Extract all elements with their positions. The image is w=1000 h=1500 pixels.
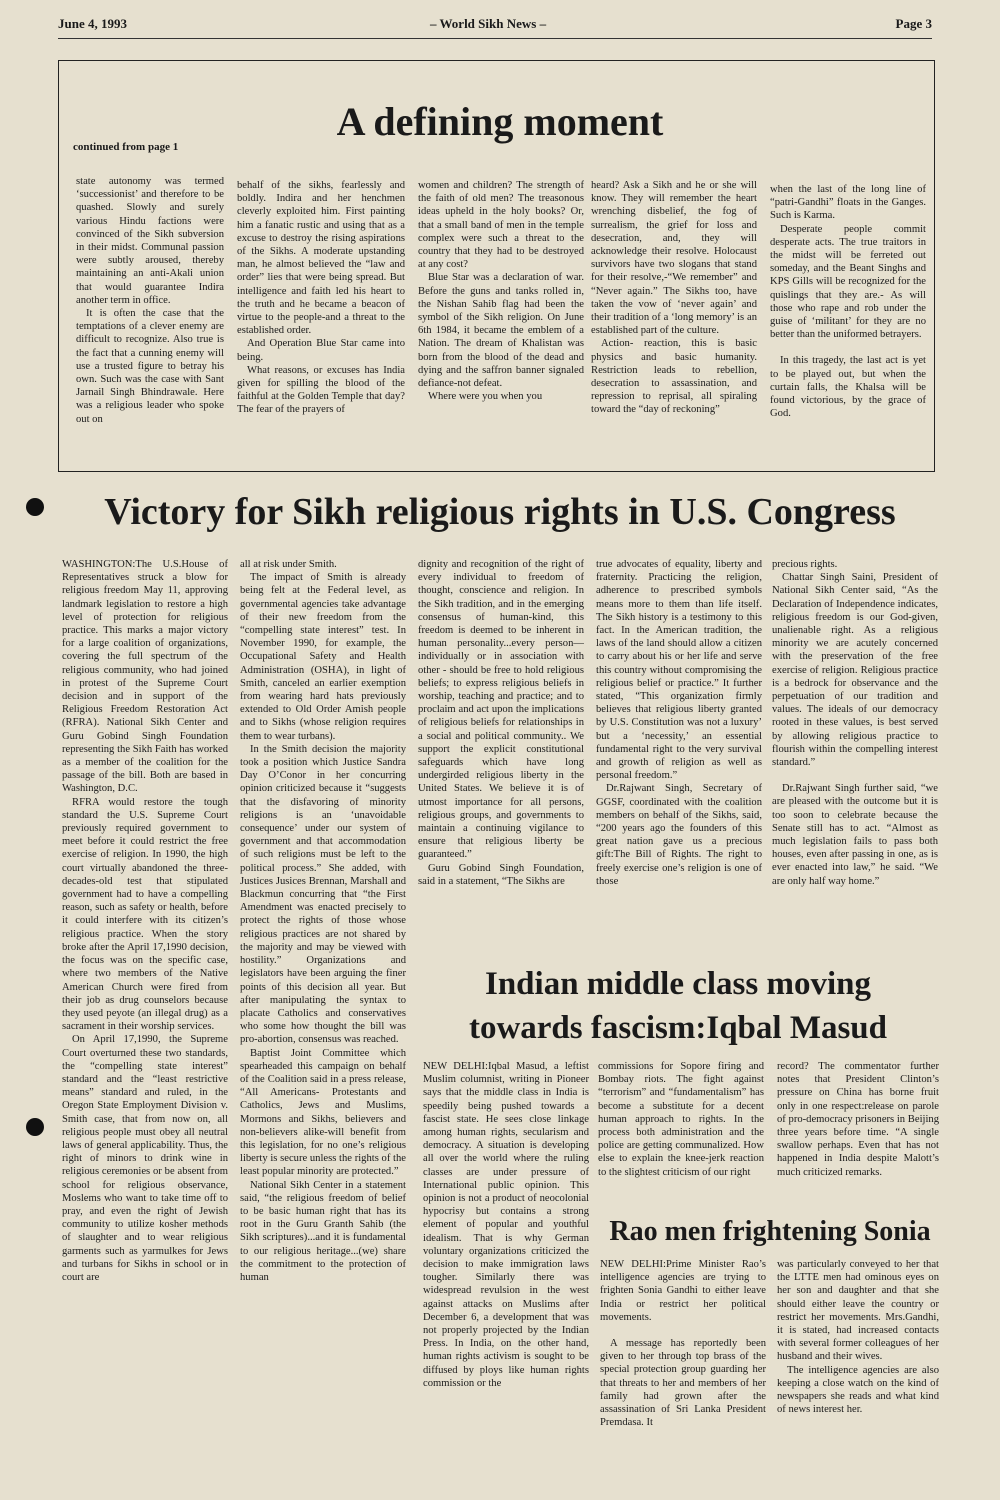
headline-victory-sikh-rights: Victory for Sikh religious rights in U.S. Congress	[104, 491, 896, 533]
headline-defining-moment: A defining moment	[336, 99, 664, 144]
art3-col-3	[777, 1060, 939, 1210]
paragraph: Where were you when you	[428, 391, 543, 403]
paragraph: And Operation Blue Star came into being.	[237, 338, 405, 363]
paragraph-spacer	[600, 1324, 766, 1337]
art4-col-2	[777, 1258, 939, 1463]
paragraph: state autonomy was termed ‘successionist’ and therefore to be quashed. Slowly and surely various Hindu factions were convinced of the Sikh subversion in their midst. Communal passion were subtly aroused, thereby maintaining an anti-Akali union that would guarantee Indira another term in office.	[76, 176, 224, 306]
paragraph: heard? Ask a Sikh and he or she will know. They will remember the heart wrenching disbelief, the fog of surrealism, the grief for loss and desecration, and, they will acknowledge their resolve. Holocaust survivors have two slogans that stand for their resolve,-“We remember” and “Never again.” The Sikhs too, have taken the vow of ‘never again’ and their tradition of a ‘long memory’ is an established part of the culture.	[591, 180, 757, 337]
art2-col-3	[418, 558, 584, 956]
page-number: Page 3	[895, 16, 932, 31]
paragraph: dignity and recognition of the right of every individual to freedom of thought, conscience and religion. In the Sikh tradition, and in the emerging consensus of human-kind, this freedom is deemed to be inherent in human personality...every person—individually or in association with other - should be free to hold religious beliefs; to express religious beliefs in worship, teaching and practice; and to proclaim and act upon the implications of religious beliefs for relationships in a social and political community.. We support the explicit constitutional safeguards which have long undergirded religious liberty in the United States. We believe it is of utmost importance for all persons, religious groups, and governments to maintain a continuing vigilance to ensure that religious liberty be guaranteed.”	[418, 559, 584, 861]
paragraph: behalf of the sikhs, fearlessly and boldly. Indira and her henchmen cleverly exploited him. First painting him a fanatic rustic and using that as a excuse to destroy the rising aspirations of the Sikhs. A moderate upstanding man, he almost believed the “law and order” lies that were being spread. But intelligence and faith led his heart to the truth and he became a beacon of virtue to the people-and a threat to the established order.	[237, 180, 405, 337]
art3-col-1	[423, 1060, 589, 1460]
paragraph: In this tragedy, the last act is yet to be played out, but when the curtain falls, the Khalsa will be found victorious, by the grace of God.	[770, 355, 926, 420]
paragraph: RFRA would restore the tough standard the U.S. Supreme Court previously required government to meet before it could restrict the free exercise of religion. In 1990, the high court virtually abandoned the three-decades-old test that stipulated government had to have a compelling reason, such as safety or health, before it could interfere with its citizen’s religious practice. When the story broke after the April 17,1990 decision, the focus was on the specific case, where two members of the Native American Church were fired from their job as drug counselors because they used peyote (an illegal drug) as a sacrament in their worship services.	[62, 796, 228, 1033]
art2-col-1	[62, 558, 228, 1463]
paragraph: Desperate people commit desperate acts. The true traitors in the midst will be ferreted out someday, and the Beant Singhs and KPS Gills will be recognized for the quislings that they are.- As will those who rape and rob under the guise of ‘militant’ for they are no better than the uniformed betrayers.	[770, 223, 926, 341]
paragraph: was particularly conveyed to her that the LTTE men had ominous eyes on her son and daughter and that she should either leave the country or restrict her movements. Mrs.Gandhi, it is stated, had increased contacts with several former colleagues of her husband and their wives.	[777, 1259, 939, 1363]
paragraph: precious rights.	[772, 559, 838, 570]
paragraph: commissions for Sopore firing and Bombay riots. The fight against “terrorism” and “fundamentalism” has become a substitute for a decent human approach to rights. In the process both administration and the police are getting communalized. How else to explain the knee-jerk reaction to the slightest criticism of our right	[598, 1061, 764, 1178]
paragraph: The intelligence agencies are also keeping a close watch on the kind of newspapers she reads and what kind of news interest her.	[777, 1364, 939, 1416]
paragraph: record? The commentator further notes that President Clinton’s pressure on China has borne fruit only in one respect:release on parole of pro-democracy prisoners in Beijing three years before time. “A single swallow perhaps. Even that has not happened in India despite Malott’s much criticized remarks.	[777, 1061, 939, 1178]
art2-col-4	[596, 558, 762, 956]
paragraph: true advocates of equality, liberty and fraternity. Practicing the religion, adherence to prescribed symbols means more to them than life itself. The Sikh history is a testimony to this fact. In the American tradition, the laws of the land should allow a citizen to carry about his or her life and serve this country without compromising the religious belief or practice.” It further stated, “This organization firmly believes that religious liberty granted by U.S. Constitution was not a luxury’ but a ‘necessity,’ an essential fundamental right to the very survival and growth of religion as well as personal freedom.”	[596, 559, 762, 782]
paragraph: women and children? The strength of the faith of old men? The treasonous ideas upheld in the holy books? Or, that a small band of men in the temple complex were such a threat to the country that they had to be destroyed at any cost?	[418, 180, 584, 271]
headline-line-2: towards fascism:Iqbal Masud	[468, 1010, 888, 1046]
art2-col-2	[240, 558, 406, 1463]
art1-col-1	[76, 175, 224, 463]
binder-hole	[26, 1118, 44, 1136]
art1-col-5	[770, 183, 926, 463]
binder-hole	[26, 498, 44, 516]
newspaper-name: – World Sikh News –	[430, 16, 547, 31]
paragraph: Blue Star was a declaration of war. Before the guns and tanks rolled in, the Nishan Sahib flag had been the symbol of the Sikh religion. On June 6th 1984, it became the emblem of a Nation. The dream of Khalistan was born from the blood of the dead and dying and the saffron banner signaled defiance-not defeat.	[418, 272, 584, 390]
paragraph: Baptist Joint Committee which spearheaded this campaign on behalf of the Coalition said in a press release, “All Americans- Protestants and Catholics, Jews and Muslims, Mormons and Sikhs, believers and non-believers alike-will benefit from this legislation, for no one’s religious liberty is secure unless the rights of the least popular minority are protected.”	[240, 1047, 406, 1178]
paragraph: National Sikh Center in a statement said, “the religious freedom of belief to be basic human right that has its root in the Guru Granth Sahib (the Sikh scriptures)...and it is fundamental to our religious heritage...(we) share the commitment to the protection of human	[240, 1179, 406, 1283]
art1-col-2	[237, 179, 405, 463]
header-rule	[58, 38, 932, 39]
paragraph: Action- reaction, this is basic physics and basic humanity. Restriction leads to rebellion, desecration to assassination, and repression to reprisal, all spiraling toward the “day of reckoning”	[591, 338, 757, 416]
paragraph: Dr.Rajwant Singh further said, “we are pleased with the outcome but it is too soon to celebrate because the Senate still has to act. “Almost as much legislation fails to pass both houses, even after passing in one, as is ever enacted into law,” he said. “We are only half way home.”	[772, 783, 938, 887]
paragraph: A message has reportedly been given to her through top brass of the special protection group guarding her that threats to her and members of her family had grown after the assassination of Sri Lanka President Premdasa. It	[600, 1338, 766, 1429]
paragraph: It is often the case that the temptations of a clever enemy are difficult to recognize. Also true is the fact that a cunning enemy will use a trusted figure to betray his own. Such was the case with Sant Jarnail Singh Bhindrawale. Here was a religious leader who spoke out on	[76, 308, 224, 425]
art1-col-3	[418, 179, 584, 463]
headline-line-1: Indian middle class moving	[484, 966, 871, 1002]
continued-note: continued from page 1	[73, 141, 179, 153]
art2-col-5	[772, 558, 938, 956]
paragraph: NEW DELHI:Prime Minister Rao’s intelligence agencies are trying to frighten Sonia Gandhi to either leave India or restrict her political movements.	[600, 1259, 766, 1323]
art1-col-4	[591, 179, 757, 463]
paragraph-spacer	[770, 341, 926, 354]
art4-col-1	[600, 1258, 766, 1463]
headline-indian-middle-class	[418, 962, 938, 1050]
issue-date: June 4, 1993	[58, 16, 127, 31]
paragraph: Guru Gobind Singh Foundation, said in a statement, “The Sikhs are	[418, 862, 584, 887]
paragraph: What reasons, or excuses has India given for spilling the blood of the faithful at the Golden Temple that day? The fear of the prayers of	[237, 364, 405, 416]
paragraph: On April 17,1990, the Supreme Court overturned these two standards, the “compelling state interest” standard and the “least restrictive means” standard and ruled, in the Oregon State Employment Division v. Smith case, that from now on, all religious people must obey all neutral laws of general applicability. Thus, the right of minors to drink wine in religious ceremonies or be absent from school for religious observance, Moslems who want to take time off to pray, and even the right of Jewish community to utilize kosher methods of slaughter and to wear religious garments such as yarmulkes for Jews and turbans for Sikhs in school or in court are	[62, 1034, 228, 1283]
paragraph: when the last of the long line of “patri-Gandhi” floats in the Ganges. Such is Karma.	[770, 184, 926, 222]
paragraph: Dr.Rajwant Singh, Secretary of GGSF, coordinated with the coalition members on behalf of the Sikhs, said, “200 years ago the founders of this great nation gave us a precious gift:The Bill of Rights. The right to freely exercise one’s religion is one of those	[596, 783, 762, 887]
paragraph: The impact of Smith is already being felt at the Federal level, as governmental agencies take advantage of their new freedom from the “compelling state interest” test. In November 1990, for example, the Occupational Safety and Health Administration (OSHA), in light of Smith, canceled an earlier exemption from wearing hard hats previously extended to Old Order Amish people and to Sikhs (whose religion requires them to wear turbans).	[240, 572, 406, 742]
paragraph: Chattar Singh Saini, President of National Sikh Center said, “As the Declaration of Independence indicates, religious freedom is our God-given, unalienable right. As a religious minority we are acutely concerned with the preservation of the free exercise of religion. Religious practice is a bedrock for observance and the perpetuation of our tradition and values. The ideals of our democracy rooted in these values, is best served by allowing religious practice to flourish within the compelling interest standard.”	[772, 572, 938, 769]
paragraph: WASHINGTON:The U.S.House of Representatives struck a blow for religious freedom May 11, approving landmark legislation to restore a high level of protection for religious practice. This marks a major victory for a large coalition of organizations, covering the full spectrum of the religious community, who had joined in protest of the Supreme Court decision and in support of the Religious Freedom Restoration Act (RFRA). National Sikh Center and Guru Gobind Singh Foundation representing the Sikh Faith has worked as a member of the coalition for the passage of the bill. Both are based in Washington, D.C.	[62, 559, 228, 795]
paragraph: NEW DELHI:Iqbal Masud, a leftist Muslim columnist, writing in Pioneer says that the middle class in India is speedily being pushed towards a fascist state. He sees close linkage among human rights, secularism and democracy. A situation is developing all over the world where the ruling classes are under pressure of International public opinion. This opinion is not a product of neocolonial hypocrisy but contains a strong element of popular and youthful idealism. That is why German voluntary organizations criticized the decision to make immigration laws tougher. Similarly there was widespread revulsion in the west against attacks on Muslims after December 6, a development that was not properly projected by the Indian Press. In India, on the other hand, human rights activism is sought to be diffused by ploys like human rights commission or the	[423, 1061, 589, 1389]
paragraph: all at risk under Smith.	[240, 559, 337, 570]
paragraph: In the Smith decision the majority took a position which Justice Sandra Day O’Conor in her concurring opinion criticized because it “suggests that the disfavoring of minority religions is an ‘unavoidable consequence’ under our system of government and that accommodation of such religions must be left to the political process.” She added, with Justices Jusices Brennan, Marshall and Blackmun concurring that “the First Amendment was enacted precisely to protect the rights of those whose religious practices are not shared by the majority and may be viewed with hostility.” Organizations and legislators have been arguing the finer points of this decision all year. But after manipulating the syntax to placate Catholics and conservatives who some how thought the bill was pro-abortion, consensus was reached.	[240, 743, 406, 1046]
page-header	[58, 16, 932, 38]
art3-col-2	[598, 1060, 764, 1210]
paragraph-spacer	[772, 769, 938, 782]
headline-rao-men-sonia: Rao men frightening Sonia	[609, 1216, 931, 1247]
